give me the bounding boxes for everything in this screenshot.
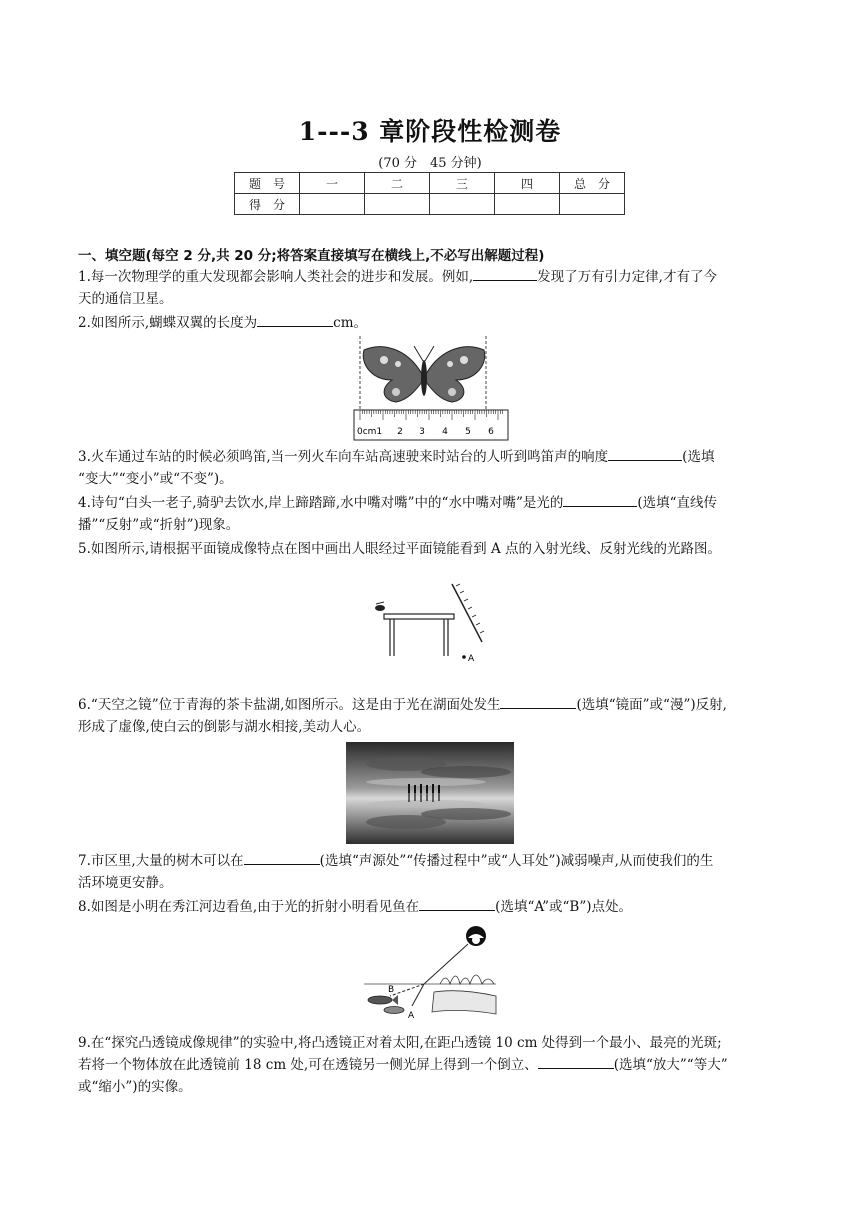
question-text: 1.每一次物理学的重大发现都会影响人类社会的进步和发展。例如,	[78, 269, 474, 285]
answer-blank[interactable]	[419, 896, 495, 911]
question-text: (选填“声源处”“传播过程中”或“人耳处”)减弱噪声,从而使我们的生	[319, 853, 714, 869]
score-header-cell: 一	[300, 173, 365, 194]
question-text: 播”“反射”或“折射”)现象。	[78, 517, 240, 533]
score-cell[interactable]	[430, 194, 495, 215]
grass-bank-icon	[432, 975, 496, 1014]
answer-blank[interactable]	[257, 312, 333, 327]
question-text: 8.如图是小明在秀江河边看鱼,由于光的折射小明看见鱼在	[78, 899, 420, 915]
question-text: 发现了万有引力定律,才有了今	[537, 269, 717, 285]
answer-blank[interactable]	[473, 266, 537, 281]
question-text: 9.在“探究凸透镜成像规律”的实验中,将凸透镜正对着太阳,在距凸透镜 10 cm 处得到一个最小、最亮的光斑;	[78, 1035, 722, 1051]
score-header-cell: 二	[365, 173, 430, 194]
question-text: (选填“直线传	[637, 495, 718, 511]
section-1-heading: 一、填空题(每空 2 分,共 20 分;将答案直接填写在横线上,不必写出解题过程)	[78, 248, 545, 264]
ruler-label: 5	[465, 427, 471, 437]
question-text: (选填“镜面”或“漫”)反射,	[576, 697, 727, 713]
score-table	[234, 172, 625, 215]
ruler-label: 4	[442, 427, 448, 437]
ruler-label: 6	[488, 427, 494, 437]
answer-blank[interactable]	[244, 850, 320, 865]
exam-subtitle: (70 分 45 分钟)	[378, 156, 482, 171]
question-text: 或“缩小”)的实像。	[78, 1079, 192, 1095]
answer-blank[interactable]	[563, 492, 637, 507]
salt-lake-photo	[346, 742, 514, 844]
question-9	[78, 1032, 790, 1098]
question-text: 若将一个物体放在此透镜前 18 cm 处,可在透镜另一侧光屏上得到一个倒立、	[78, 1057, 538, 1073]
fish-refraction-figure	[360, 922, 500, 1026]
score-header-cell: 四	[495, 173, 560, 194]
question-text: cm。	[333, 315, 368, 331]
point-a-marker	[462, 655, 466, 659]
answer-blank[interactable]	[608, 446, 682, 461]
score-header-cell: 题 号	[235, 173, 300, 194]
question-1	[78, 266, 790, 310]
score-table-score-row	[235, 194, 625, 215]
question-6	[78, 694, 790, 738]
butterfly-ruler-figure	[352, 334, 512, 442]
ruler-label: 2	[397, 427, 403, 437]
score-cell[interactable]	[365, 194, 430, 215]
ruler-label: 3	[419, 427, 425, 437]
question-text: 形成了虚像,使白云的倒影与湖水相接,美动人心。	[78, 719, 371, 735]
score-row-label: 得 分	[235, 194, 300, 215]
score-header-cell: 总 分	[560, 173, 625, 194]
question-text: 5.如图所示,请根据平面镜成像特点在图中画出人眼经过平面镜能看到 A 点的入射光线、反射光线的光路图。	[78, 541, 722, 557]
point-label: B	[388, 985, 395, 995]
question-text: (选填“放大”“等大”	[613, 1057, 728, 1073]
question-7	[78, 850, 790, 894]
score-cell[interactable]	[300, 194, 365, 215]
plane-mirror-figure	[372, 580, 492, 666]
question-text: “变大”“变小”或“不变”)。	[78, 471, 233, 487]
question-8	[78, 896, 790, 918]
question-text: 3.火车通过车站的时候必须鸣笛,当一列火车向车站高速驶来时站台的人听到鸣笛声的响度	[78, 449, 609, 465]
eye-icon	[375, 602, 385, 611]
score-header-cell: 三	[430, 173, 495, 194]
fish-icon	[368, 995, 404, 1014]
ruler	[354, 410, 508, 440]
table-icon	[384, 614, 454, 656]
point-label: A	[468, 654, 475, 664]
ruler-label: 0cm1	[357, 427, 383, 437]
answer-blank[interactable]	[538, 1054, 614, 1069]
question-text: 6.“天空之镜”位于青海的茶卡盐湖,如图所示。这是由于光在湖面处发生	[78, 697, 501, 713]
score-cell[interactable]	[495, 194, 560, 215]
question-text: (选填	[682, 449, 715, 465]
question-5	[78, 538, 790, 560]
mirror-icon	[452, 584, 484, 642]
question-4	[78, 492, 790, 536]
question-text: 活环境更安静。	[78, 875, 173, 891]
question-text: 2.如图所示,蝴蝶双翼的长度为	[78, 315, 258, 331]
observer-head-icon	[466, 926, 486, 946]
point-label: A	[408, 1011, 415, 1021]
question-text: (选填“A”或“B”)点处。	[495, 899, 632, 915]
question-text: 天的通信卫星。	[78, 291, 173, 307]
score-cell[interactable]	[560, 194, 625, 215]
answer-blank[interactable]	[500, 694, 576, 709]
butterfly-icon	[363, 346, 485, 402]
question-2	[78, 312, 790, 334]
question-3	[78, 446, 790, 490]
question-text: 7.市区里,大量的树木可以在	[78, 853, 244, 869]
score-table-header-row	[235, 173, 625, 194]
question-text: 4.诗句“白头一老子,骑驴去饮水,岸上蹄踏蹄,水中嘴对嘴”中的“水中嘴对嘴”是光的	[78, 495, 564, 511]
exam-title: 1---3 章阶段性检测卷	[298, 117, 562, 146]
